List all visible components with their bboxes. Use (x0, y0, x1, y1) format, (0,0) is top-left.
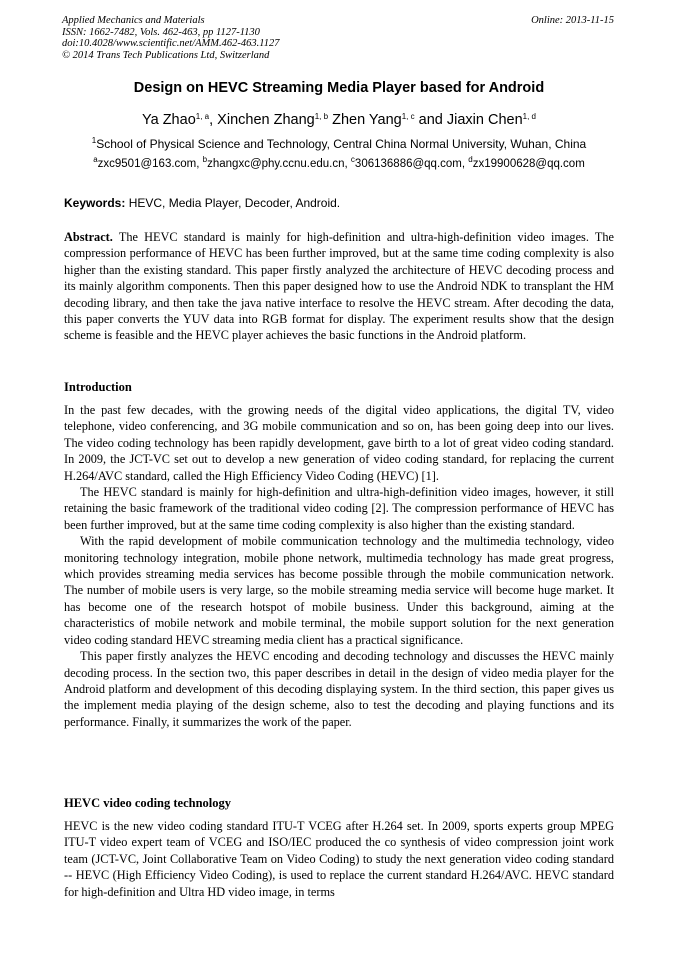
email-link[interactable]: zx19900628@qq.com (472, 158, 585, 170)
online-date: Online: 2013-11-15 (531, 15, 614, 26)
email-link[interactable]: 306136886@qq.com, (354, 158, 466, 170)
abstract-label: Abstract. (64, 230, 113, 244)
author-sup: 1, d (522, 112, 536, 121)
journal-meta (62, 15, 279, 61)
abstract-text: The HEVC standard is mainly for high-definition and ultra-high-definition video images. The compression performance of HEVC has been further improved, but at the same time coding complexity is also higher than the existing standard. This paper firstly analyzed the architecture of HEVC decoding process and its mainly algorithm components. Then this paper designed how to use the Android NDK to transplant the HM decoding library, and then take the java native interface to resolve the HEVC stream. After decoding the data, this paper converts the YUV data into RGB format for display. The experiment results show that the design scheme is feasible and the HEVC player achieves the basic functions in the Android platform. (64, 230, 614, 343)
section-heading-hevc: HEVC video coding technology (64, 796, 232, 810)
email-link[interactable]: zhangxc@phy.ccnu.edu.cn, (207, 158, 348, 170)
author-name: Xinchen Zhang (217, 112, 315, 128)
hevc-body (64, 818, 614, 900)
paragraph: The HEVC standard is mainly for high-definition and ultra-high-definition video images, however, it still retaining the basic framework of the traditional video coding [2]. The compression performance of HEVC has been further improved, but at the same time coding complexity is also higher than the existing standard. (64, 485, 614, 532)
affiliation-sup: 1 (91, 136, 97, 145)
keywords-label: Keywords: (64, 196, 126, 210)
author-sup: 1, b (314, 112, 329, 121)
email-link[interactable]: zxc9501@163.com, (97, 158, 200, 170)
email-sup: a (93, 155, 98, 164)
paragraph: In the past few decades, with the growing needs of the digital video applications, the digital TV, video telephone, video conferencing, and 3G mobile communication and so on, has been going deep into our lives. The video coding technology has been rapidly development, gave birth to a lot of great video coding standard. In 2009, the JCT-VC set out to develop a new generation of video coding standard, for replacing the current H.264/AVC standard, called the High Efficiency Video Coding (HEVC) [1]. (64, 403, 614, 483)
paragraph: With the rapid development of mobile communication technology and the multimedia technology, video monitoring technology integration, mobile phone network, multimedia technology has made great progress, which provides streaming media services has become possible through the mobile communication network. The number of mobile users is very large, so the mobile streaming media service will become huge market. It has become one of the research hotspot of mobile business. Under this background, aiming at the characteristics of mobile network and mobile terminal, the mobile support solution for the next generation video coding standard HEVC streaming media client has a practical significance. (64, 534, 614, 647)
author-name: Jiaxin Chen (446, 112, 523, 128)
keywords-text: HEVC, Media Player, Decoder, Android. (128, 196, 341, 210)
affiliation (0, 137, 678, 151)
introduction-body (64, 402, 614, 730)
paper-title: Design on HEVC Streaming Media Player based for Android (133, 80, 545, 96)
author-name: Zhen Yang (332, 112, 402, 128)
author-name: Ya Zhao (142, 112, 196, 128)
paragraph: HEVC is the new video coding standard ITU-T VCEG after H.264 set. In 2009, sports experts group MPEG ITU-T video expert team of VCEG and ISO/IEC produced the co synthesis of video compression joint work team (JCT-VC, Joint Collaborative Team on Video Coding) to study the next generation video coding standard -- HEVC (High Efficiency Video Coding), is used to replace the current standard H.264/AVC. HEVC standard for high-definition and Ultra HD video image, in terms (64, 819, 614, 899)
email-list (0, 155, 678, 170)
paragraph: This paper firstly analyzes the HEVC encoding and decoding technology and discusses the HEVC mainly decoding process. In the section two, this paper describes in detail in the design of video media player for the Android platform and development of this decoding displaying system. In the third section, this paper gives us the implement media playing of the design scheme, also to test the decoding and playing functions and its performance. Finally, it summarizes the work of the paper. (64, 649, 614, 729)
author-list: Ya Zhao$^{1, a}$, Xinchen Zhang$^{1, b}$ Zhen Yang$^{1, c}$ and Jiaxin Chen$^{1, d}$ (142, 112, 536, 128)
journal-name: Applied Mechanics and Materials (62, 15, 205, 26)
doi-line: doi:10.4028/www.scientific.net/AMM.462-463.1127 (62, 38, 280, 49)
author-conjunction: and (418, 112, 443, 128)
affiliation-text: School of Physical Science and Technology, Central China Normal University, Wuhan, China (96, 137, 587, 151)
abstract (64, 229, 614, 344)
copyright-line: © 2014 Trans Tech Publications Ltd, Switzerland (62, 49, 270, 61)
email-sup: d (468, 155, 473, 164)
section-heading-introduction: Introduction (64, 380, 132, 394)
email-sup: b (202, 155, 208, 164)
keywords (64, 196, 340, 210)
issn-line: ISSN: 1662-7482, Vols. 462-463, pp 1127-1130 (62, 26, 260, 38)
email-sup: c (350, 155, 355, 164)
author-sup: 1, a (195, 112, 210, 121)
author-sup: 1, c (401, 112, 415, 121)
